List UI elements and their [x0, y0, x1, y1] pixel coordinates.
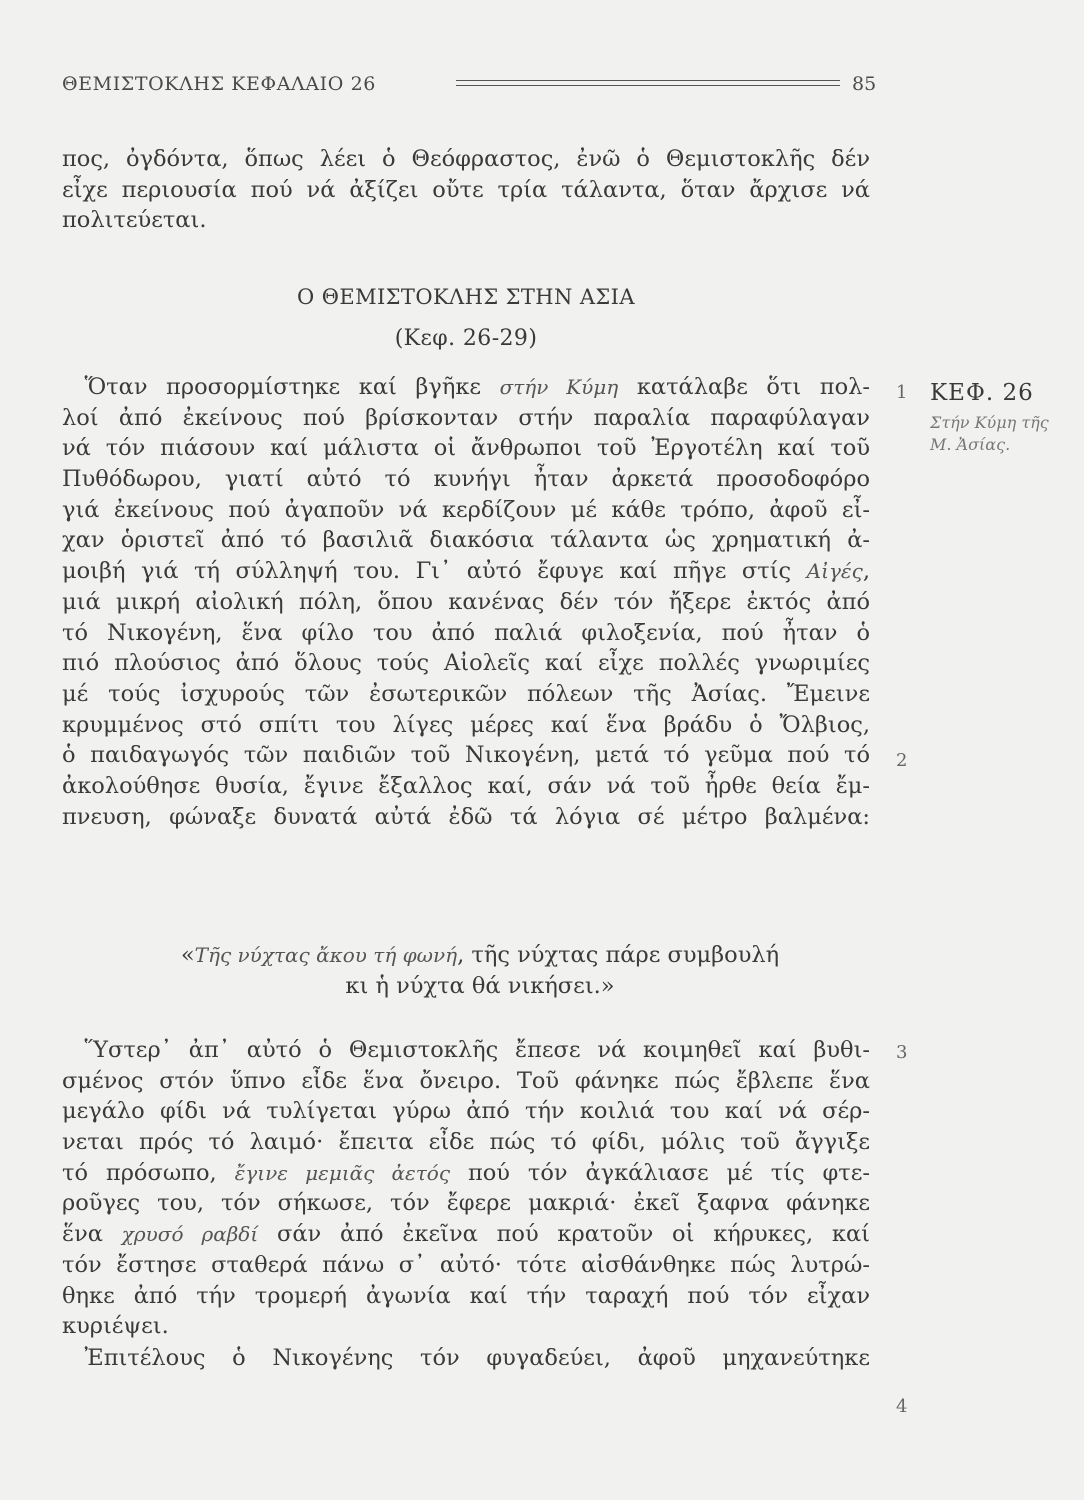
text-line: λοί ἀπό ἐκείνους πού βρίσκονταν στήν παραλία παραφύλαγαν — [62, 404, 870, 431]
text-line: μεγάλο φίδι νά τυλίγεται γύρω ἀπό τήν κοιλιά του καί νά σέρ- — [62, 1098, 870, 1125]
text-line: Πυθόδωρου, γιατί αὐτό τό κυνήγι ἦταν ἀρκετά προσοδοφόρο — [62, 466, 870, 493]
paragraph-1 — [62, 372, 870, 832]
margin-section-number: 1 — [896, 382, 908, 403]
emphasis-italic: χρυσό ραβδί — [121, 1222, 259, 1247]
text-line — [62, 1343, 870, 1374]
text-line: πνευση, φώναξε δυνατά αὐτά ἐδῶ τά λόγια σέ μέτρο βαλμένα: — [62, 803, 870, 830]
text-line — [62, 1035, 870, 1066]
text-line: κυριέψει. — [62, 1313, 169, 1340]
text-span: , — [862, 558, 870, 585]
text-line: τόν ἔστησε σταθερά πάνω σ᾽ αὐτό· τότε αἰσθάνθηκε πώς λυτρώ- — [62, 1251, 870, 1278]
text-line: τό Νικογένη, ἕνα φίλο του ἀπό παλιά φιλοξενία, πού ἦταν ὁ — [62, 619, 870, 646]
text-line: κρυμμένος στό σπίτι του λίγες μέρες καί ἕνα βράδυ ὁ Ὄλβιος, — [62, 711, 870, 738]
chapter-label: ΚΕΦ. 26 — [930, 380, 1034, 406]
text-line: νά τόν πιάσουν καί μάλιστα οἱ ἄνθρωποι τοῦ Ἐργοτέλη καί τοῦ — [62, 435, 870, 462]
text-line — [62, 556, 870, 587]
emphasis-italic: ἔγινε μεμιᾶς ἀετός — [234, 1160, 451, 1185]
text-span: Ὅταν προσορμίστηκε καί βγῆκε — [84, 374, 500, 400]
text-line: σμένος στόν ὕπνο εἶδε ἕνα ὄνειρο. Τοῦ φάνηκε πώς ἔβλεπε ἕνα — [62, 1067, 870, 1094]
text-span: τό πρόσωπο, — [62, 1159, 235, 1186]
text-line: νεται πρός τό λαιμό· ἔπειτα εἶδε πώς τό φίδι, μόλις τοῦ ἄγγιξε — [62, 1129, 870, 1156]
place-name-italic: στήν Κύμη — [499, 375, 619, 399]
text-line: πολιτεύεται. — [62, 207, 207, 234]
quote-line: κι ἡ νύχτα θά νικήσει.» — [345, 972, 615, 999]
text-span: , τῆς νύχτας πάρε συμβουλή — [457, 942, 780, 968]
text-line: γιά ἐκείνους πού ἀγαποῦν νά κερδίζουν μέ κάθε τρόπο, ἀφοῦ εἶ- — [62, 496, 870, 523]
margin-section-number: 4 — [896, 1396, 908, 1417]
running-header — [62, 70, 877, 100]
text-span: σάν ἀπό ἐκεῖνα πού κρατοῦν οἱ κήρυκες, καί — [258, 1221, 870, 1248]
text-span: « — [180, 942, 195, 968]
text-line: εἶχε περιουσία πού νά ἀξίζει οὔτε τρία τάλαντα, ὅταν ἄρχισε νά — [62, 176, 870, 203]
paragraph-3 — [62, 1343, 870, 1374]
chapter-note-line: Μ. Ἀσίας. — [930, 435, 1011, 454]
place-name-italic: Αἰγές — [806, 559, 863, 584]
quote-line — [120, 940, 840, 971]
chapter-note-line: Στήν Κύμη τῆς — [930, 413, 1049, 432]
page-number: 85 — [852, 73, 877, 95]
text-line: ὁ παιδαγωγός τῶν παιδιῶν τοῦ Νικογένη, μετά τό γεῦμα πού τό — [62, 742, 870, 769]
section-subtitle: (Κεφ. 26-29) — [394, 326, 538, 351]
text-span: Ὕστερ᾽ ἀπ᾽ αὐτό ὁ Θεμιστοκλῆς ἔπεσε νά κοιμηθεῖ καί βυθι- — [84, 1037, 870, 1063]
text-span: μοιβή γιά τή σύλληψή του. Γι᾽ αὐτό ἔφυγε καί πῆγε στίς — [62, 558, 807, 585]
intro-paragraph — [62, 144, 870, 236]
verse-quote — [120, 940, 840, 1001]
margin-section-number: 2 — [896, 750, 908, 771]
text-line — [62, 372, 870, 403]
text-line: πιό πλούσιος ἀπό ὅλους τούς Αἰολεῖς καί εἶχε πολλές γνωριμίες — [62, 650, 870, 677]
text-span: ἕνα — [62, 1221, 122, 1248]
header-title: ΘΕΜΙΣΤΟΚΛΗΣ ΚΕΦΑΛΑΙΟ 26 — [62, 73, 376, 95]
text-span: κατάλαβε ὅτι πολ- — [618, 374, 870, 400]
text-line: θηκε ἀπό τήν τρομερή ἀγωνία καί τήν ταραχή πού τόν εἶχαν — [62, 1282, 870, 1309]
margin-chapter-note — [930, 380, 1070, 456]
text-line: ροῦγες του, τόν σήκωσε, τόν ἔφερε μακριά· ἐκεῖ ξαφνα φάνηκε — [62, 1190, 870, 1217]
text-line: ἀκολούθησε θυσία, ἔγινε ἔξαλλος καί, σάν νά τοῦ ἦρθε θεία ἔμ- — [62, 772, 870, 799]
text-line — [62, 1219, 870, 1250]
text-line: πος, ὀγδόντα, ὅπως λέει ὁ Θεόφραστος, ἐνῶ ὁ Θεμιστοκλῆς δέν — [62, 146, 870, 172]
text-line: χαν ὁριστεῖ ἀπό τό βασιλιᾶ διακόσια τάλαντα ὡς χρηματική ἀ- — [62, 527, 870, 554]
quote-italic: Τῆς νύχτας ἄκου τή φωνή — [194, 943, 458, 967]
text-line: μιά μικρή αἰολική πόλη, ὅπου κανένας δέν τόν ἤξερε ἐκτός ἀπό — [62, 588, 870, 615]
text-line — [62, 1158, 870, 1189]
paragraph-2 — [62, 1035, 870, 1342]
margin-section-number: 3 — [896, 1042, 908, 1063]
text-span: πού τόν ἀγκάλιασε μέ τίς φτε- — [450, 1159, 870, 1186]
text-line: μέ τούς ἰσχυρούς τῶν ἐσωτερικῶν πόλεων τῆς Ἀσίας. Ἔμεινε — [62, 680, 870, 707]
header-double-rule — [456, 80, 840, 86]
section-title: Ο ΘΕΜΙΣΤΟΚΛΗΣ ΣΤΗΝ ΑΣΙΑ — [297, 285, 635, 309]
text-span: Ἐπιτέλους ὁ Νικογένης τόν φυγαδεύει, ἀφοῦ μηχανεύτηκε — [84, 1345, 870, 1371]
